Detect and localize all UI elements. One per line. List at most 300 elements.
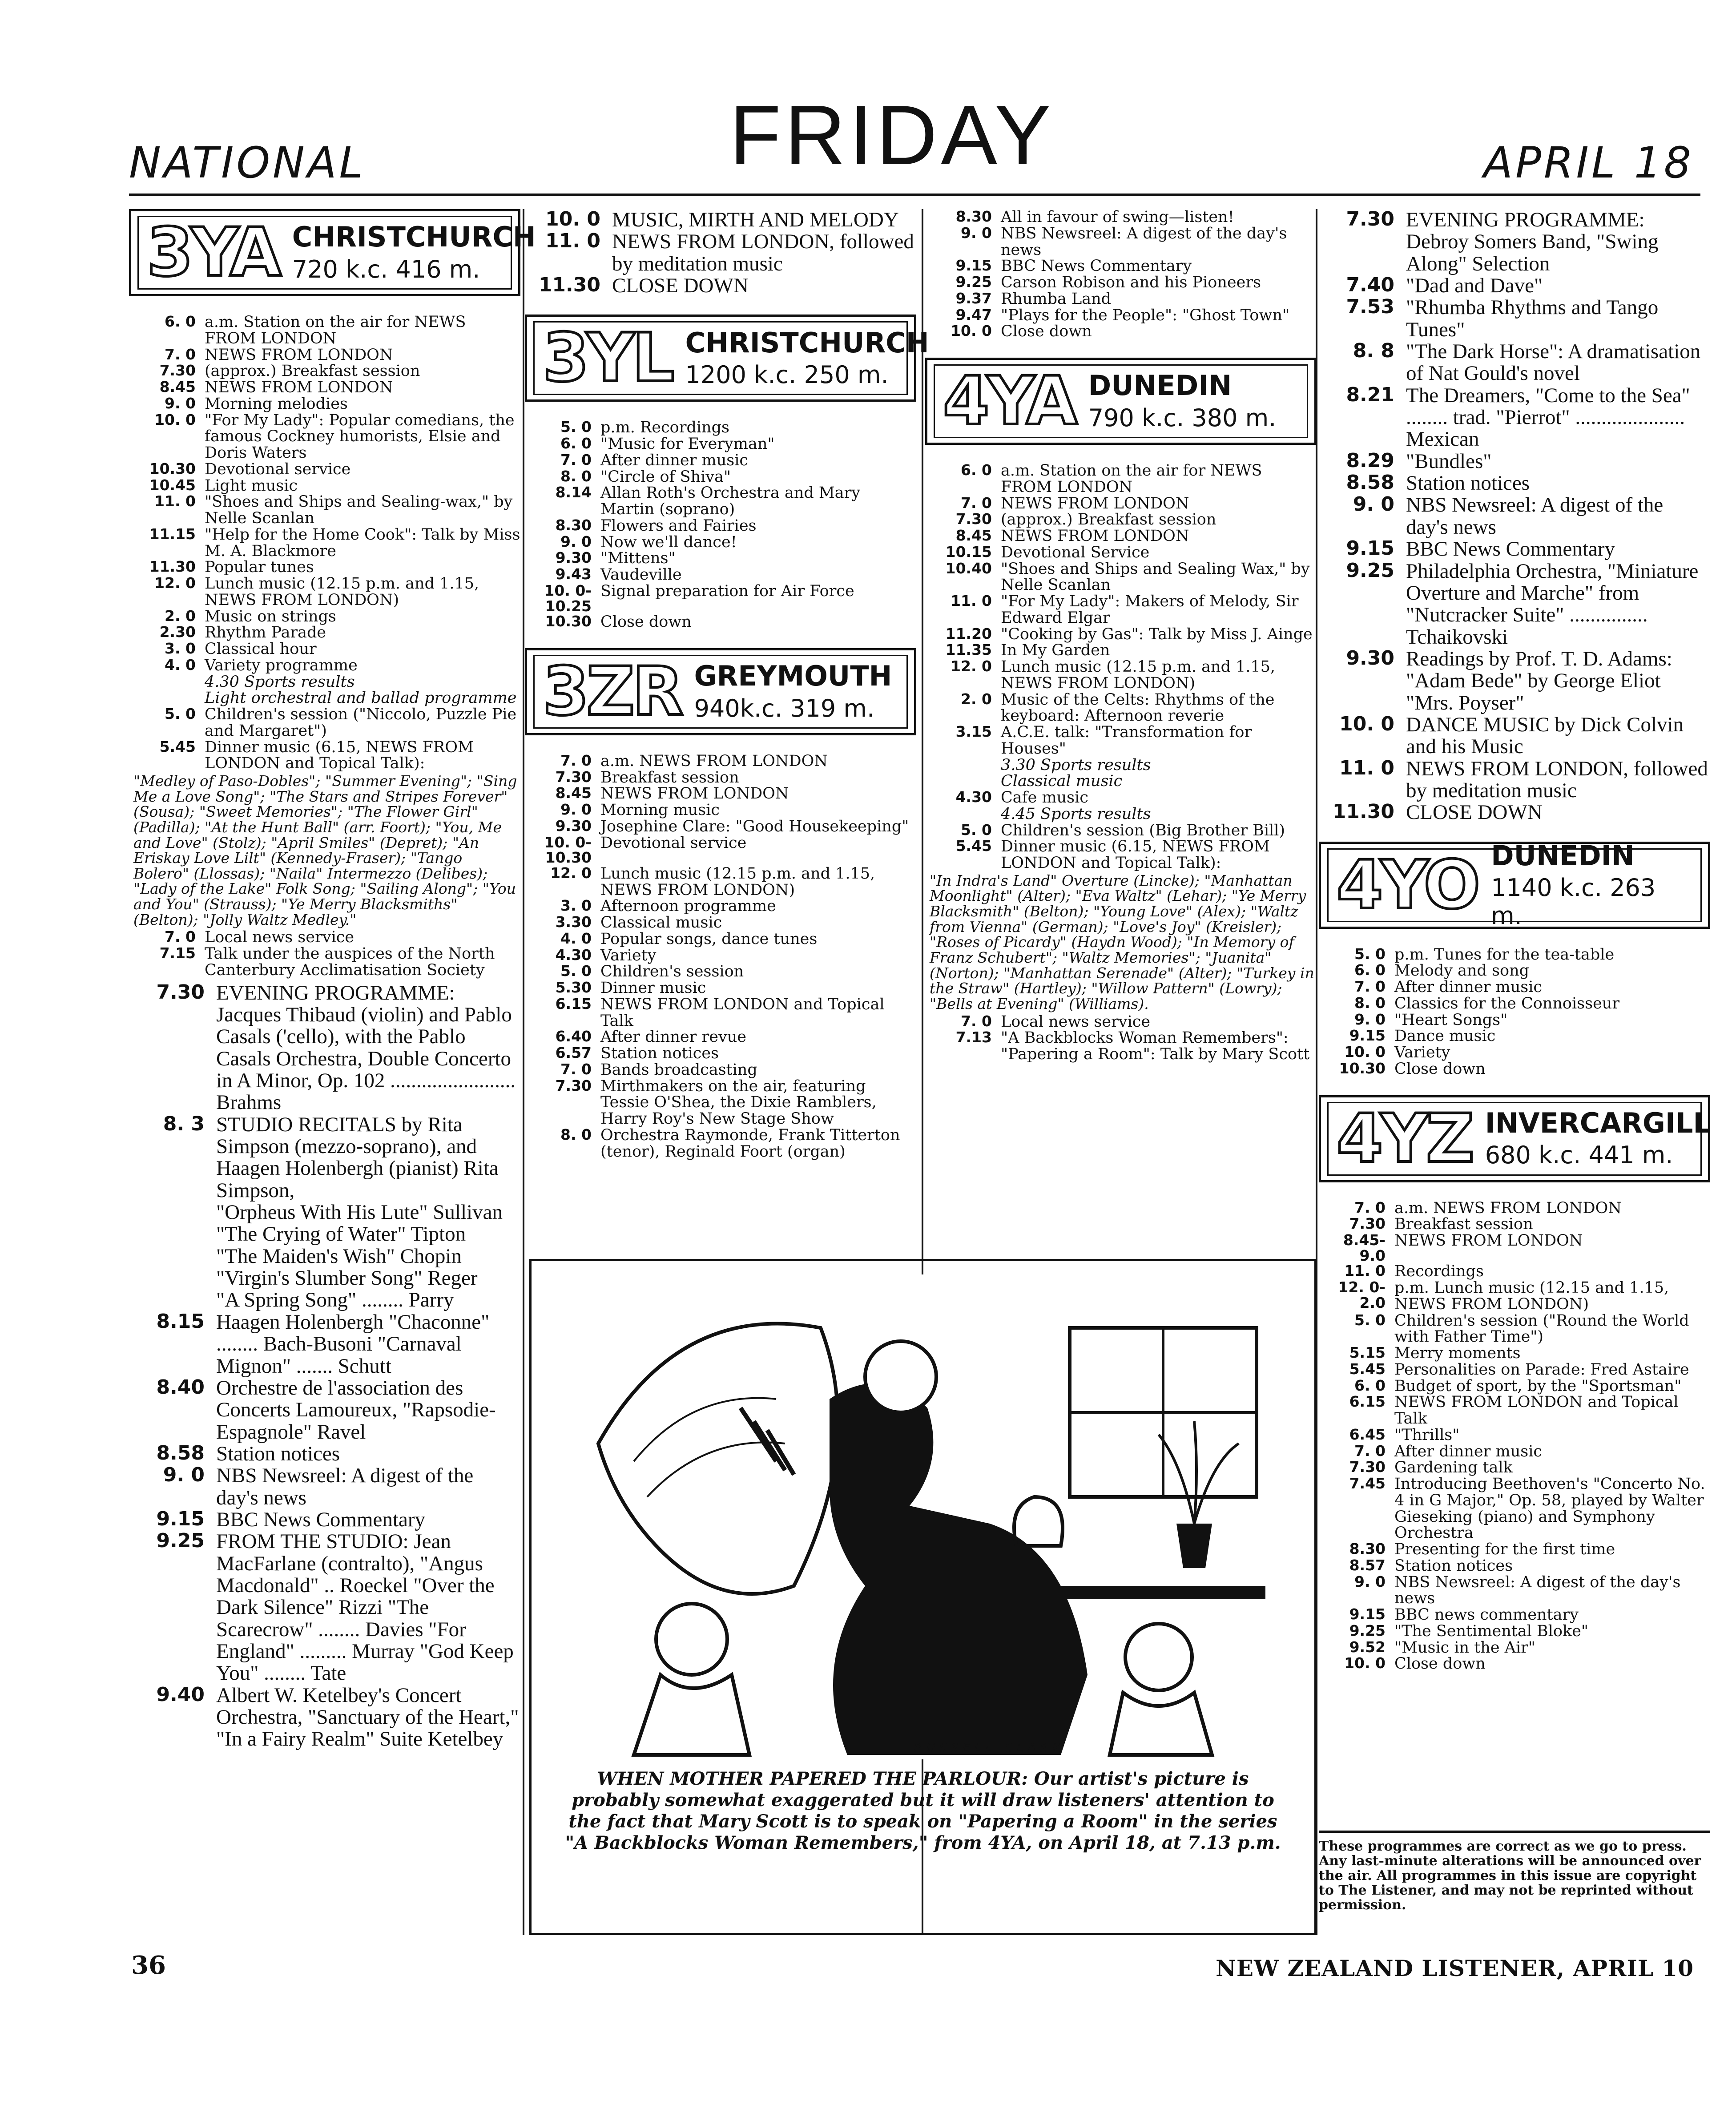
programme-description: The Dreamers, "Come to the Sea" ........ trad. "Pierrot" ..................... Mexican (1406, 383, 1690, 451)
programme-time: 8.57 (1349, 1556, 1386, 1574)
programme-item (925, 790, 1317, 806)
programme-time: 9.15 (1349, 1605, 1386, 1623)
programme-item (1319, 714, 1710, 758)
programme-time: 5. 0 (1354, 1311, 1386, 1329)
column-3 (925, 209, 1317, 1063)
programme-time: 10. 0 (1344, 1654, 1386, 1672)
programme-item (525, 1062, 916, 1078)
programme-list-4ya-evening-talks (925, 1014, 1317, 1063)
programme-description: 4.30 Sports results (205, 673, 355, 691)
programme-item (525, 866, 916, 899)
programme-description: After dinner music (1394, 1442, 1542, 1460)
programme-time: 9.25 (156, 1529, 205, 1553)
programme-description: "The Sentimental Bloke" (1394, 1622, 1589, 1640)
programme-item (925, 823, 1317, 839)
programme-time: 9.30 (555, 817, 592, 835)
programme-list-4yo (1319, 947, 1710, 1077)
programme-time: 8.45 (555, 784, 592, 802)
programme-time: 10.30 (149, 460, 196, 477)
programme-item (1319, 1427, 1710, 1444)
programme-item (925, 757, 1317, 774)
station-header-4yo (1319, 839, 1710, 930)
programme-description: p.m. Lunch music (12.15 and 1.15, NEWS FROM LONDON) (1394, 1279, 1669, 1313)
programme-description: Children's session (600, 963, 744, 981)
programme-item (525, 452, 916, 469)
network-label: NATIONAL (129, 138, 366, 188)
recital-piece: "The Crying of Water" Tipton (216, 1222, 466, 1246)
programme-item (129, 982, 520, 1114)
programme-description: Station notices (216, 1442, 340, 1465)
programme-time: 5. 0 (165, 705, 196, 722)
programme-description: Lunch music (12.15 p.m. and 1.15, NEWS FROM LONDON) (1001, 658, 1276, 692)
programme-list-4ya-evening (1319, 209, 1710, 824)
programme-item (1319, 947, 1710, 963)
programme-time: 10.45 (149, 476, 196, 494)
programme-description: Cafe music (1001, 789, 1088, 807)
programme-description: Readings by Prof. T. D. Adams: "Adam Bede" by George Eliot "Mrs. Poyser" (1406, 647, 1672, 714)
station-call-sign: 4YA (943, 363, 1075, 440)
programme-time: 11.35 (945, 641, 992, 659)
programme-item (1319, 494, 1710, 538)
programme-item (925, 1030, 1317, 1063)
programme-description: Dinner music (6.15, NEWS FROM LONDON and Topical Talk): (205, 738, 474, 773)
recital-piece: "Orpheus With His Lute" Sullivan (216, 1201, 503, 1224)
programme-time: 12. 0 (951, 657, 992, 675)
station-city: DUNEDIN (1491, 839, 1635, 872)
programme-time: 7. 0 (1354, 978, 1386, 996)
programme-time: 7. 0 (165, 928, 196, 946)
copyright-note: These programmes are correct as we go to press. Any last-minute alterations will be announced over the air. All programmes in this issue are copyright to The Listener, and may not be reprinted without permission. (1319, 1831, 1710, 1912)
programme-item (525, 802, 916, 819)
programme-description: Carson Robison and his Pioneers (1001, 274, 1261, 291)
programme-time: 9. 0 (1354, 1010, 1386, 1028)
programme-item (525, 275, 916, 297)
programme-time: 7.30 (156, 980, 205, 1004)
programme-description: EVENING PROGRAMME: Debroy Somers Band, "Swing Along" Selection (1406, 208, 1659, 275)
programme-description: Lunch music (12.15 p.m. and 1.15, NEWS FROM LONDON) (600, 864, 875, 899)
programme-time: 8.15 (156, 1310, 205, 1333)
programme-item (1319, 963, 1710, 979)
programme-time: 7. 0 (1354, 1442, 1386, 1460)
programme-description: Devotional service (600, 834, 747, 852)
programme-time: 11.30 (538, 274, 600, 297)
programme-time: 7.30 (555, 1077, 592, 1094)
programme-item (925, 626, 1317, 643)
programme-description: Dinner music (6.15, NEWS FROM LONDON and Topical Talk): (1001, 838, 1270, 872)
programme-item (1319, 1640, 1710, 1656)
programme-description: FROM THE STUDIO: Jean MacFarlane (contralto), "Angus Macdonald" .. Roeckel "Over the Dark Silence" Rizzi "The Scarecrow" ........ Davies "For England" ......... Murray "God Keep You" ........ Tate (216, 1530, 514, 1685)
programme-description: NBS Newsreel: A digest of the day's news (1406, 493, 1663, 539)
station-frequency: 1200 k.c. 250 m. (685, 360, 889, 389)
programme-item (129, 363, 520, 379)
programme-time: 8.45 (955, 527, 992, 544)
programme-item (1319, 1362, 1710, 1378)
programme-time: 7.30 (1349, 1458, 1386, 1476)
programme-time: 10.15 (945, 543, 992, 561)
programme-item (1319, 1012, 1710, 1028)
programme-description: Gardening talk (1394, 1459, 1513, 1477)
programme-description: Philadelphia Orchestra, "Miniature Overture and Marche" from "Nutcracker Suite" ............... Tchaikovski (1406, 559, 1699, 649)
programme-item (525, 1045, 916, 1062)
programme-time: 4. 0 (560, 929, 592, 947)
programme-description: "Thrills" (1394, 1426, 1460, 1444)
programme-item (1319, 538, 1710, 560)
programme-description: NEWS FROM LONDON (600, 785, 789, 803)
programme-item (1319, 1378, 1710, 1395)
programme-item (925, 528, 1317, 544)
programme-time: 5.30 (555, 979, 592, 996)
programme-item (1319, 1044, 1710, 1061)
programme-list-3zr (525, 753, 916, 1160)
programme-time: 3. 0 (165, 640, 196, 657)
programme-description: Budget of sport, by the "Sportsman" (1394, 1377, 1682, 1395)
programme-time: 8. 0 (560, 467, 592, 485)
programme-time: 11. 0 (1344, 1262, 1386, 1280)
programme-description: After dinner music (1394, 978, 1542, 996)
programme-time: 11.15 (149, 525, 196, 543)
programme-item (525, 419, 916, 436)
programme-description: p.m. Tunes for the tea-table (1394, 945, 1615, 964)
programme-description: Classical music (1001, 772, 1123, 790)
programme-time: 5.45 (159, 738, 196, 755)
programme-item (129, 1465, 520, 1509)
programme-description: 4.45 Sports results (1001, 805, 1151, 823)
programme-description: Popular tunes (205, 558, 314, 577)
programme-description: a.m. Station on the air for NEWS FROM LONDON (205, 313, 466, 347)
programme-item (129, 1531, 520, 1684)
programme-description: Close down (600, 613, 692, 631)
programme-time: 6.40 (555, 1028, 592, 1045)
programme-item (129, 1443, 520, 1465)
publication-footer: NEW ZEALAND LISTENER, APRIL 10 (1216, 1955, 1694, 1981)
programme-description: After dinner music (600, 451, 748, 469)
programme-time: 7.30 (955, 510, 992, 528)
programme-item (925, 642, 1317, 659)
programme-item (1319, 297, 1710, 341)
programme-time: 10.30 (1339, 1059, 1386, 1077)
programme-item (525, 1078, 916, 1127)
programme-item (129, 396, 520, 412)
station-header-4ya (925, 358, 1317, 445)
programme-time: 8.30 (555, 516, 592, 534)
programme-description: "A Backblocks Woman Remembers": "Papering a Room": Talk by Mary Scott (1001, 1029, 1310, 1064)
programme-description: Mirthmakers on the air, featuring Tessie O'Shea, the Dixie Ramblers, Harry Roy's New Stage Show (600, 1077, 877, 1128)
programme-description: NEWS FROM LONDON and Topical Talk (600, 995, 885, 1030)
programme-time: 7. 0 (1354, 1198, 1386, 1216)
programme-description: Orchestra Raymonde, Frank Titterton (tenor), Reginald Foort (organ) (600, 1126, 900, 1161)
programme-description: "Heart Songs" (1394, 1011, 1508, 1029)
programme-item (1319, 1460, 1710, 1476)
programme-time: 11.20 (945, 625, 992, 642)
programme-item (129, 929, 520, 946)
programme-description: Allan Roth's Orchestra and Mary Martin (soprano) (600, 484, 861, 519)
programme-time: 11. 0 (951, 592, 992, 609)
programme-item (1319, 1280, 1710, 1313)
station-frequency: 940k.c. 319 m. (694, 694, 875, 722)
programme-description: Rhythm Parade (205, 624, 326, 642)
station-frequency: 1140 k.c. 263 m. (1491, 873, 1656, 930)
programme-item (129, 674, 520, 690)
programme-item (925, 512, 1317, 528)
programme-time: 12. 0-2.0 (1338, 1278, 1386, 1311)
programme-description: "The Dark Horse": A dramatisation of Nat Gould's novel (1406, 340, 1701, 385)
programme-time: 5.15 (1349, 1344, 1386, 1362)
programme-time: 9.43 (555, 565, 592, 583)
programme-description: Popular songs, dance tunes (600, 930, 818, 948)
programme-item (1319, 1216, 1710, 1233)
programme-item (129, 379, 520, 396)
programme-description: Flowers and Fairies (600, 516, 757, 535)
programme-item (925, 463, 1317, 496)
programme-list-3ya-evening (129, 982, 520, 1202)
programme-description: NEWS FROM LONDON, followed by meditation music (612, 230, 914, 275)
programme-time: 6.45 (1349, 1425, 1386, 1443)
programme-item (1319, 451, 1710, 472)
programme-time: 7.30 (555, 768, 592, 786)
programme-item (525, 964, 916, 980)
cartoon-caption: WHEN MOTHER PAPERED THE PARLOUR: Our artist's picture is probably somewhat exaggerated but it will draw listeners' attention to the fact that Mary Scott is to speak on "Papering a Room" in the series "A Backblocks Woman Remembers," from 4YA, on April 18, at 7.13 p.m. (565, 1768, 1281, 1853)
programme-item (129, 739, 520, 772)
programme-time: 9.25 (1349, 1621, 1386, 1639)
programme-description: BBC News Commentary (1406, 537, 1615, 561)
programme-time: 7.13 (955, 1028, 992, 1046)
programme-item (1319, 209, 1710, 275)
programme-description: All in favour of swing—listen! (1001, 208, 1234, 226)
programme-description: (approx.) Breakfast session (1001, 511, 1216, 529)
programme-item (129, 412, 520, 461)
programme-item (525, 835, 916, 866)
programme-time: 9. 0 (1353, 493, 1394, 516)
programme-time: 7.30 (159, 362, 196, 379)
programme-time: 9. 0 (1354, 1573, 1386, 1590)
programme-description: NBS Newsreel: A digest of the day's news (1394, 1573, 1681, 1608)
programme-item (1319, 1061, 1710, 1077)
programme-description: "For My Lady": Popular comedians, the famous Cockney humorists, Elsie and Doris Waters (205, 411, 515, 462)
programme-description: Close down (1394, 1060, 1486, 1078)
programme-item (525, 915, 916, 931)
programme-item (525, 567, 916, 583)
programme-item (925, 1014, 1317, 1030)
programme-description: Station notices (1406, 472, 1530, 495)
station-call-sign: 4YZ (1337, 1100, 1472, 1178)
programme-time: 7. 0 (165, 345, 196, 363)
programme-item (129, 1114, 520, 1202)
programme-item (525, 209, 916, 231)
programme-time: 12. 0 (154, 574, 196, 592)
programme-time: 12. 0 (550, 864, 592, 882)
station-frequency: 680 k.c. 441 m. (1485, 1141, 1673, 1169)
programme-description: NEWS FROM LONDON (1001, 494, 1189, 512)
programme-item (129, 657, 520, 674)
programme-time: 10. 0 (154, 411, 196, 428)
programme-item (525, 436, 916, 452)
programme-time: 10. 0-10.30 (544, 833, 592, 867)
programme-description: Lunch music (12.15 p.m. and 1.15, NEWS FROM LONDON) (205, 575, 479, 609)
programme-time: 8.30 (1349, 1540, 1386, 1558)
programme-item (925, 561, 1317, 594)
programme-time: 11. 0 (154, 492, 196, 510)
programme-item (925, 226, 1317, 258)
programme-item (925, 692, 1317, 725)
programme-description: "Dad and Dave" (1406, 274, 1543, 298)
programme-description: a.m. NEWS FROM LONDON (1394, 1199, 1622, 1217)
programme-item (1319, 561, 1710, 648)
programme-description: Station notices (1394, 1557, 1513, 1575)
programme-description: MUSIC, MIRTH AND MELODY (612, 208, 899, 231)
programme-time: 9.15 (955, 257, 992, 274)
programme-time: 8. 8 (1353, 339, 1394, 363)
programme-time: 8.58 (156, 1441, 205, 1464)
programme-time: 10.30 (545, 613, 592, 630)
programme-time: 7. 0 (961, 494, 992, 512)
programme-description: a.m. NEWS FROM LONDON (600, 752, 828, 770)
programme-item (129, 461, 520, 478)
programme-description: Haagen Holenbergh "Chaconne" ........ Bach-Busoni "Carnaval Mignon" ....... Schutt (216, 1310, 490, 1378)
programme-item (1319, 996, 1710, 1012)
programme-time: 8. 3 (163, 1112, 205, 1135)
programme-time: 6.57 (555, 1044, 592, 1062)
programme-time: 10. 0 (951, 322, 992, 340)
programme-item (1319, 341, 1710, 385)
programme-item (525, 770, 916, 786)
programme-description: Light music (205, 476, 298, 495)
programme-item (1319, 1313, 1710, 1346)
programme-description: In My Garden (1001, 641, 1110, 660)
programme-description: "Shoes and Ships and Sealing Wax," by Nelle Scanlan (1001, 560, 1310, 594)
programme-item (129, 641, 520, 657)
programme-description: Introducing Beethoven's "Concerto No. 4 in G Major," Op. 58, played by Walter Gieseking (piano) and Symphony Orchestra (1394, 1475, 1705, 1542)
programme-description: Bands broadcasting (600, 1061, 757, 1079)
programme-time: 9.52 (1349, 1638, 1386, 1656)
programme-time: 8.45 (159, 378, 196, 395)
programme-item (129, 494, 520, 527)
programme-description: Breakfast session (600, 768, 739, 786)
programme-item (1319, 1541, 1710, 1558)
programme-item (129, 347, 520, 363)
programme-description: NBS Newsreel: A digest of the day's news (216, 1464, 474, 1509)
station-city: DUNEDIN (1088, 369, 1232, 402)
programme-item (525, 534, 916, 551)
programme-description: "Help for the Home Cook": Talk by Miss M. A. Blackmore (205, 525, 520, 560)
programme-item (1319, 1476, 1710, 1541)
programme-description: "Shoes and Ships and Sealing-wax," by Nelle Scanlan (205, 493, 513, 527)
programme-item (1319, 1623, 1710, 1640)
programme-description: Music of the Celts: Rhythms of the keyboard: Afternoon reverie (1001, 690, 1275, 725)
programme-time: 9.15 (156, 1507, 205, 1530)
programme-description: Personalities on Parade: Fred Astaire (1394, 1360, 1689, 1379)
station-header-4yz (1319, 1095, 1710, 1182)
programme-description: BBC News Commentary (216, 1508, 425, 1531)
programme-time: 9.25 (955, 273, 992, 290)
programme-description: NEWS FROM LONDON (1001, 527, 1189, 545)
station-frequency: 790 k.c. 380 m. (1088, 403, 1277, 432)
programme-item (525, 931, 916, 948)
station-call-sign: 3ZR (543, 653, 681, 730)
programme-item (1319, 1200, 1710, 1217)
programme-time: 7.30 (1346, 208, 1394, 230)
programme-description: Classics for the Connoisseur (1394, 994, 1620, 1012)
programme-time: 5.45 (955, 837, 992, 855)
programme-item (1319, 1394, 1710, 1427)
programme-time: 8. 0 (560, 1125, 592, 1143)
programme-time: 9.37 (955, 289, 992, 307)
programme-item (525, 1127, 916, 1160)
programme-time: 8.14 (555, 484, 592, 501)
programme-description: Merry moments (1394, 1344, 1521, 1363)
programme-description: Melody and song (1394, 962, 1530, 980)
programme-item (925, 593, 1317, 626)
column-4 (1319, 209, 1710, 1672)
programme-item (1319, 1233, 1710, 1263)
programme-item (1319, 758, 1710, 802)
column-1 (129, 209, 536, 1751)
programme-time: 6. 0 (961, 461, 992, 479)
programme-time: 5. 0 (560, 418, 592, 436)
programme-item (525, 898, 916, 915)
programme-item (925, 659, 1317, 692)
programme-time: 10. 0 (1339, 712, 1394, 735)
programme-item (129, 314, 520, 347)
programme-time: 11. 0 (1339, 756, 1394, 779)
programme-item (1319, 1607, 1710, 1623)
programme-item (129, 706, 520, 739)
programme-description: Albert W. Ketelbey's Concert Orchestra, "Sanctuary of the Heart," "In a Fairy Realm" Suite Ketelbey (216, 1683, 519, 1751)
programme-description: Dinner music (600, 979, 706, 997)
programme-item (1319, 802, 1710, 823)
programme-item (925, 209, 1317, 226)
programme-description: Variety (600, 946, 657, 964)
programme-description: NEWS FROM LONDON (205, 379, 393, 396)
programme-time: 9.47 (955, 306, 992, 323)
programme-time: 4.30 (555, 946, 592, 964)
programme-item (1319, 979, 1710, 996)
programme-time: 8.58 (1346, 471, 1394, 494)
programme-time: 9.15 (1346, 537, 1394, 560)
programme-description: NEWS FROM LONDON and Topical Talk (1394, 1393, 1679, 1428)
programme-description: Devotional service (205, 460, 351, 478)
programme-description: "Music in the Air" (1394, 1638, 1535, 1657)
programme-item (1319, 472, 1710, 494)
station-header-3zr (525, 648, 916, 735)
programme-time: 11. 0 (545, 230, 600, 253)
programme-item (1319, 385, 1710, 451)
programme-time: 7. 0 (560, 1060, 592, 1078)
column-divider (523, 209, 524, 1935)
programme-description: CLOSE DOWN (1406, 801, 1543, 824)
programme-description: Presenting for the first time (1394, 1540, 1615, 1559)
programme-description: A.C.E. talk: "Transformation for Houses" (1001, 723, 1252, 758)
programme-description: "Mittens" (600, 549, 676, 568)
programme-item (525, 948, 916, 964)
programme-item (525, 231, 916, 275)
programme-time: 2. 0 (961, 690, 992, 708)
programme-item (129, 478, 520, 494)
programme-time: 8. 0 (1354, 994, 1386, 1012)
programme-description: Rhumba Land (1001, 290, 1112, 308)
programme-description: Light orchestral and ballad programme (205, 689, 517, 707)
programme-time: 11.30 (1332, 800, 1394, 823)
programme-item (525, 996, 916, 1029)
station-call-sign: 4YO (1337, 846, 1478, 924)
programme-time: 6. 0 (165, 313, 196, 330)
programme-item (129, 690, 520, 706)
programme-description: NEWS FROM LONDON, followed by meditation music (1406, 757, 1708, 802)
programme-time: 10. 0-10.25 (544, 581, 592, 615)
programme-item (925, 544, 1317, 561)
programme-item (925, 258, 1317, 274)
programme-time: 9. 0 (961, 224, 992, 242)
programme-time: 5. 0 (560, 962, 592, 980)
